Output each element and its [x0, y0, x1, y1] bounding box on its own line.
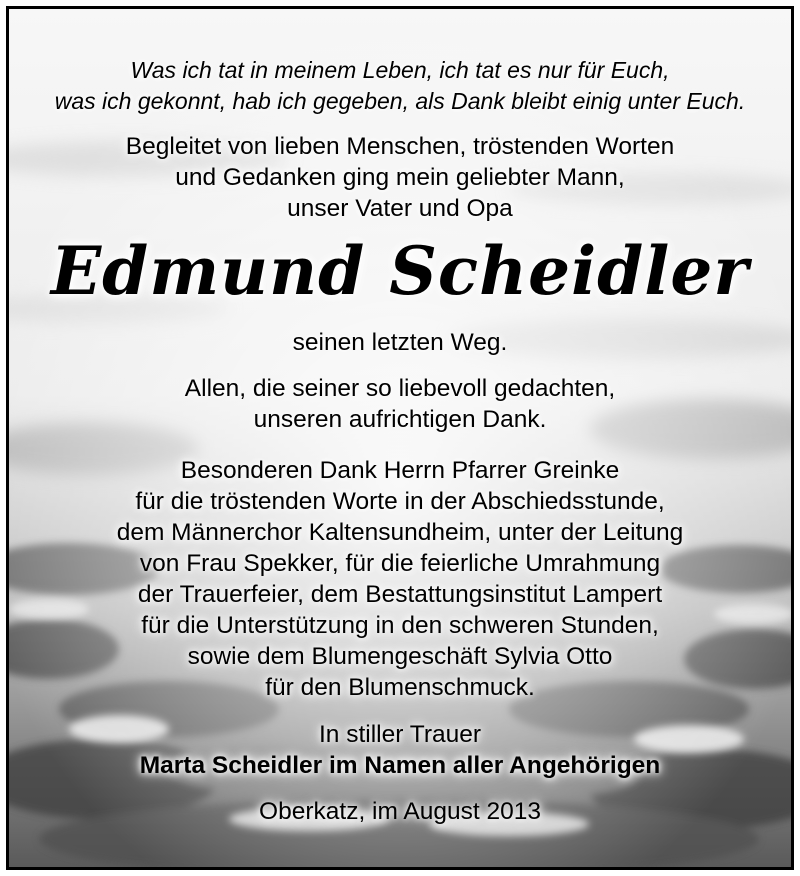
- special-thanks-line: für die tröstenden Worte in der Abschiedsstunde,: [135, 488, 665, 515]
- intro-line: unser Vater und Opa: [287, 195, 513, 222]
- special-thanks-line: dem Männerchor Kaltensundheim, unter der Leitung: [116, 519, 684, 546]
- motto-verse: [9, 55, 791, 117]
- signature: Marta Scheidler im Namen aller Angehörigen: [139, 752, 661, 779]
- intro-line: und Gedanken ging mein geliebter Mann,: [175, 164, 625, 191]
- intro-text: [9, 131, 791, 224]
- place-and-date: Oberkatz, im August 2013: [259, 798, 541, 825]
- motto-line: Was ich tat in meinem Leben, ich tat es nur für Euch,: [130, 57, 670, 83]
- obituary-notice: [6, 6, 794, 870]
- intro-line: Begleitet von lieben Menschen, tröstenden Worten: [125, 133, 675, 160]
- special-thanks-line: Besonderen Dank Herrn Pfarrer Greinke: [180, 457, 620, 484]
- special-thanks: [9, 455, 791, 703]
- general-thanks-line: unseren aufrichtigen Dank.: [253, 406, 547, 433]
- general-thanks-line: Allen, die seiner so liebevoll gedachten,: [184, 375, 616, 402]
- deceased-name: Edmund Scheidler: [50, 232, 750, 310]
- general-thanks: [9, 373, 791, 435]
- last-way-text: seinen letzten Weg.: [292, 329, 508, 356]
- special-thanks-line: sowie dem Blumengeschäft Sylvia Otto: [187, 643, 613, 670]
- special-thanks-line: für den Blumenschmuck.: [265, 674, 535, 701]
- special-thanks-line: für die Unterstützung in den schweren Stunden,: [141, 612, 659, 639]
- special-thanks-line: der Trauerfeier, dem Bestattungsinstitut Lampert: [137, 581, 663, 608]
- motto-line: was ich gekonnt, hab ich gegeben, als Dank bleibt einig unter Euch.: [54, 88, 746, 114]
- special-thanks-line: von Frau Spekker, für die feierliche Umrahmung: [139, 550, 661, 577]
- mourning-text: In stiller Trauer: [318, 721, 482, 748]
